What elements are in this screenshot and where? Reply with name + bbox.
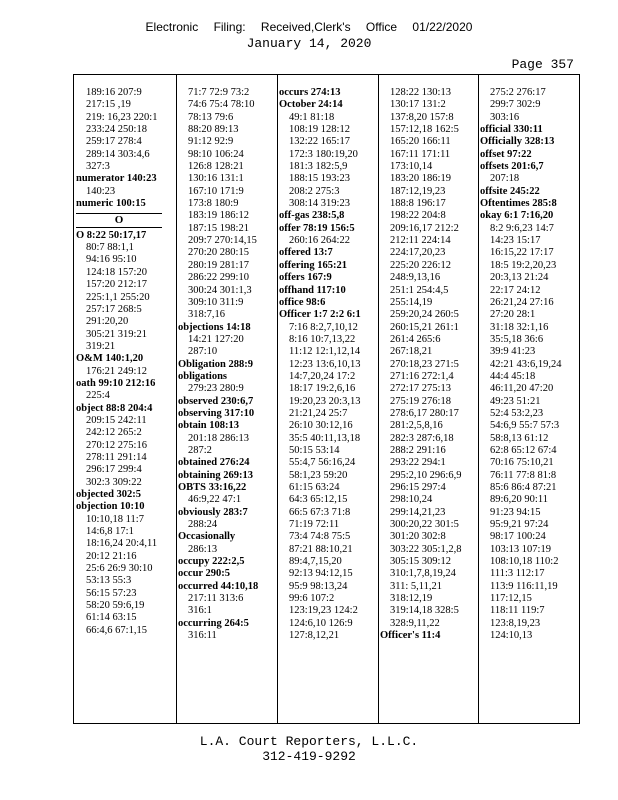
index-headword: numerator 140:23 — [76, 173, 157, 185]
index-headword: O&M 140:1,20 — [76, 353, 144, 365]
index-reference: 130:17 131:2 — [390, 99, 446, 111]
index-reference: 10:10,18 11:7 — [86, 513, 144, 525]
index-reference: 140:23 — [86, 185, 116, 197]
index-reference: 248:9,13,16 — [390, 272, 441, 284]
index-reference: 103:13 107:19 — [490, 543, 551, 555]
index-reference: 46:9,22 47:1 — [188, 494, 242, 506]
index-reference: 300:24 301:1,3 — [188, 284, 252, 296]
index-headword: offsite 245:22 — [480, 185, 540, 197]
index-reference: 128:22 130:13 — [390, 87, 451, 98]
index-reference: 49:1 81:18 — [289, 111, 335, 123]
index-headword: O 8:22 50:17,17 — [76, 229, 147, 241]
index-reference: 111:3 112:17 — [490, 568, 545, 580]
index-reference: 113:9 116:11,19 — [490, 580, 558, 592]
index-reference: 124:6,10 126:9 — [289, 617, 353, 629]
section-letter: O — [76, 213, 162, 227]
index-reference: 42:21 43:6,19,24 — [490, 358, 562, 370]
reporter-phone: 312-419-9292 — [262, 749, 356, 764]
index-reference: 74:6 75:4 78:10 — [188, 99, 255, 111]
index-headword: obviously 283:7 — [178, 506, 248, 518]
index-reference: 108:19 128:12 — [289, 124, 350, 136]
index-headword: occurring 264:5 — [178, 617, 249, 629]
index-reference: 288:2 291:16 — [390, 444, 446, 456]
index-headword: obtained 276:24 — [178, 457, 250, 469]
index-reference: 275:2 276:17 — [490, 87, 546, 98]
index-reference: 287:2 — [188, 444, 212, 456]
index-column-2 — [178, 87, 264, 642]
index-reference: 173:8 180:9 — [188, 198, 239, 210]
index-reference: 302:3 309:22 — [86, 476, 142, 488]
index-headword: occurs 274:13 — [279, 87, 341, 98]
index-reference: 183:19 186:12 — [188, 210, 249, 222]
index-reference: 12:23 13:6,10,13 — [289, 358, 361, 370]
index-reference: 208:2 275:3 — [289, 185, 340, 197]
index-reference: 300:20,22 301:5 — [390, 519, 459, 531]
index-headword: offsets 201:6,7 — [480, 161, 544, 173]
index-reference: 298:10,24 — [390, 494, 433, 506]
index-headword: Oftentimes 285:8 — [480, 198, 557, 210]
index-reference: 225:20 226:12 — [390, 259, 451, 271]
filing-stamp — [0, 20, 618, 34]
index-reference: 26:21,24 27:16 — [490, 296, 554, 308]
index-reference: 89:4,7,15,20 — [289, 556, 342, 568]
index-reference: 167:11 171:11 — [390, 148, 451, 160]
index-reference: 62:8 65:12 67:4 — [490, 444, 557, 456]
index-reference: 172:3 180:19,20 — [289, 148, 358, 160]
index-reference: 126:8 128:21 — [188, 161, 244, 173]
index-reference: 318:7,16 — [188, 309, 226, 321]
index-reference: 137:8,20 157:8 — [390, 111, 454, 123]
index-reference: 270:20 280:15 — [188, 247, 249, 259]
index-reference: 14:6,8 17:1 — [86, 526, 134, 538]
index-reference: 187:15 198:21 — [188, 222, 249, 234]
index-column-3 — [279, 87, 365, 642]
index-reference: 189:16 207:9 — [86, 87, 142, 98]
index-reference: 76:11 77:8 81:8 — [490, 469, 557, 481]
index-reference: 255:14,19 — [390, 296, 433, 308]
index-reference: 91:23 94:15 — [490, 506, 541, 518]
index-headword: Officer 1:7 2:2 6:1 — [279, 309, 361, 321]
index-reference: 319:21 — [86, 340, 116, 352]
index-reference: 61:15 63:24 — [289, 482, 340, 493]
index-reference: 310:1,7,8,19,24 — [390, 568, 456, 580]
index-reference: 124:10,13 — [490, 630, 533, 642]
index-frame — [73, 74, 580, 724]
index-reference: 55:4,7 56:16,24 — [289, 457, 356, 469]
index-reference: 18:16,24 20:4,11 — [86, 538, 158, 550]
index-reference: 54:6,9 55:7 57:3 — [490, 420, 560, 432]
index-reference: 167:10 171:9 — [188, 185, 244, 197]
stamp-received: Received,Clerk's — [260, 20, 351, 34]
index-reference: 98:17 100:24 — [490, 531, 546, 543]
index-reference: 301:20 302:8 — [390, 531, 446, 543]
index-reference: 11:12 12:1,12,14 — [289, 346, 361, 358]
index-reference: 319:14,18 328:5 — [390, 605, 459, 617]
index-reference: 281:2,5,8,16 — [390, 420, 443, 432]
index-reference: 21:21,24 25:7 — [289, 407, 348, 419]
index-headword: official 330:11 — [480, 124, 543, 136]
index-reference: 71:19 72:11 — [289, 519, 340, 531]
index-reference: 289:14 303:4,6 — [86, 148, 150, 160]
index-reference: 53:13 55:3 — [86, 575, 132, 587]
index-reference: 271:16 272:1,4 — [390, 370, 454, 382]
index-reference: 94:16 95:10 — [86, 254, 137, 266]
index-headword: offers 167:9 — [279, 272, 332, 284]
index-reference: 27:20 28:1 — [490, 309, 536, 321]
index-headword: object 88:8 204:4 — [76, 402, 153, 414]
index-headword: OBTS 33:16,22 — [178, 482, 247, 493]
column-divider — [176, 75, 177, 723]
index-headword: numeric 100:15 — [76, 198, 146, 210]
index-reference: 209:15 242:11 — [86, 414, 147, 426]
stamp-date: 01/22/2020 — [412, 20, 473, 34]
index-reference: 157:12,18 162:5 — [390, 124, 459, 136]
index-reference: 35:5 40:11,13,18 — [289, 432, 361, 444]
index-reference: 286:22 299:10 — [188, 272, 249, 284]
index-reference: 261:4 265:6 — [390, 333, 441, 345]
index-headword: Officer's 11:4 — [380, 630, 441, 642]
stamp-filing: Filing: — [213, 20, 246, 34]
index-reference: 305:21 319:21 — [86, 328, 147, 340]
index-reference: 50:15 53:14 — [289, 444, 340, 456]
index-headword: offhand 117:10 — [279, 284, 346, 296]
index-column-5 — [480, 87, 566, 642]
index-reference: 89:6,20 90:11 — [490, 494, 548, 506]
index-reference: 328:9,11,22 — [390, 617, 440, 629]
index-reference: 173:10,14 — [390, 161, 433, 173]
index-reference: 303:16 — [490, 111, 520, 123]
index-reference: 288:24 — [188, 519, 218, 531]
index-reference: 14:21 127:20 — [188, 333, 244, 345]
index-reference: 316:1 — [188, 605, 212, 617]
index-reference: 95:9 98:13,24 — [289, 580, 348, 592]
index-headword: obligations — [178, 370, 228, 382]
index-reference: 270:12 275:16 — [86, 439, 147, 451]
index-reference: 132:22 165:17 — [289, 136, 350, 148]
index-reference: 73:4 74:8 75:5 — [289, 531, 351, 543]
index-reference: 118:11 119:7 — [490, 605, 545, 617]
index-reference: 209:16,17 212:2 — [390, 222, 459, 234]
index-headword: objections 14:18 — [178, 321, 251, 333]
index-reference: 188:15 193:23 — [289, 173, 350, 185]
stamp-electronic: Electronic — [145, 20, 199, 34]
index-reference: 311: 5,11,21 — [390, 580, 443, 592]
column-divider — [277, 75, 278, 723]
index-reference: 95:9,21 97:24 — [490, 519, 549, 531]
index-reference: 8:16 10:7,13,22 — [289, 333, 356, 345]
index-reference: 64:3 65:12,15 — [289, 494, 348, 506]
reporter-footer — [0, 734, 618, 764]
index-reference: 58:1,23 59:20 — [289, 469, 348, 481]
index-reference: 44:4 45:18 — [490, 370, 536, 382]
index-reference: 176:21 249:12 — [86, 365, 147, 377]
index-headword: occur 290:5 — [178, 568, 231, 580]
index-reference: 70:16 75:10,21 — [490, 457, 554, 469]
index-reference: 56:15 57:23 — [86, 587, 137, 599]
index-headword: okay 6:1 7:16,20 — [480, 210, 554, 222]
index-reference: 49:23 51:21 — [490, 395, 541, 407]
index-reference: 198:22 204:8 — [390, 210, 446, 222]
index-reference: 291:20,20 — [86, 316, 129, 328]
column-divider — [378, 75, 379, 723]
index-reference: 52:4 53:2,23 — [490, 407, 544, 419]
index-headword: objection 10:10 — [76, 501, 145, 513]
index-reference: 260:16 264:22 — [289, 235, 350, 247]
index-reference: 259:17 278:4 — [86, 136, 142, 148]
index-headword: office 98:6 — [279, 296, 326, 308]
index-reference: 270:18,23 271:5 — [390, 358, 459, 370]
index-reference: 217:11 313:6 — [188, 593, 244, 605]
index-reference: 157:20 212:17 — [86, 279, 147, 291]
index-reference: 26:10 30:12,16 — [289, 420, 353, 432]
index-reference: 71:7 72:9 73:2 — [188, 87, 250, 98]
index-reference: 296:17 299:4 — [86, 464, 142, 476]
index-reference: 39:9 41:23 — [490, 346, 536, 358]
index-reference: 316:11 — [188, 630, 217, 642]
index-headword: offer 78:19 156:5 — [279, 222, 355, 234]
index-reference: 233:24 250:18 — [86, 124, 147, 136]
index-reference: 58:8,13 61:12 — [490, 432, 549, 444]
index-reference: 8:2 9:6,23 14:7 — [490, 222, 554, 234]
index-reference: 85:6 86:4 87:21 — [490, 482, 557, 493]
index-reference: 22:17 24:12 — [490, 284, 541, 296]
index-headword: offering 165:21 — [279, 259, 347, 271]
index-reference: 217:15 ,19 — [86, 99, 131, 111]
column-divider — [478, 75, 479, 723]
index-headword: obtaining 269:13 — [178, 469, 253, 481]
index-reference: 66:5 67:3 71:8 — [289, 506, 351, 518]
index-reference: 295:2,10 296:6,9 — [390, 469, 462, 481]
index-reference: 19:20,23 20:3,13 — [289, 395, 361, 407]
index-headword: observing 317:10 — [178, 407, 255, 419]
index-reference: 124:18 157:20 — [86, 266, 147, 278]
index-reference: 123:19,23 124:2 — [289, 605, 358, 617]
index-reference: 299:7 302:9 — [490, 99, 541, 111]
index-reference: 25:6 26:9 30:10 — [86, 563, 153, 575]
index-reference: 267:18,21 — [390, 346, 433, 358]
hearing-date: January 14, 2020 — [246, 36, 372, 51]
index-reference: 224:17,20,23 — [390, 247, 446, 259]
index-reference: 130:16 131:1 — [188, 173, 244, 185]
index-reference: 278:11 291:14 — [86, 451, 147, 463]
index-headword: Officially 328:13 — [480, 136, 555, 148]
index-reference: 14:7,20,24 17:2 — [289, 370, 356, 382]
index-reference: 20:3,13 21:24 — [490, 272, 549, 284]
index-reference: 259:20,24 260:5 — [390, 309, 459, 321]
index-reference: 31:18 32:1,16 — [490, 321, 549, 333]
index-reference: 260:15,21 261:1 — [390, 321, 459, 333]
index-reference: 16:15,22 17:17 — [490, 247, 554, 259]
index-reference: 225:4 — [86, 390, 110, 402]
index-reference: 309:10 311:9 — [188, 296, 244, 308]
index-reference: 318:12,19 — [390, 593, 433, 605]
page-number: Page 357 — [511, 57, 574, 72]
index-reference: 275:19 276:18 — [390, 395, 451, 407]
index-reference: 225:1,1 255:20 — [86, 291, 150, 303]
index-reference: 287:10 — [188, 346, 218, 358]
index-reference: 127:8,12,21 — [289, 630, 340, 642]
index-reference: 61:14 63:15 — [86, 612, 137, 624]
index-reference: 188:8 196:17 — [390, 198, 446, 210]
index-column-1 — [76, 87, 162, 637]
index-reference: 181:3 182:5,9 — [289, 161, 348, 173]
index-reference: 212:11 224:14 — [390, 235, 451, 247]
index-column-4 — [380, 87, 466, 642]
index-reference: 123:8,19,23 — [490, 617, 541, 629]
index-reference: 209:7 270:14,15 — [188, 235, 257, 247]
index-reference: 91:12 92:9 — [188, 136, 234, 148]
index-reference: 327:3 — [86, 161, 110, 173]
index-reference: 35:5,18 36:6 — [490, 333, 544, 345]
index-reference: 87:21 88:10,21 — [289, 543, 353, 555]
index-headword: observed 230:6,7 — [178, 395, 254, 407]
index-headword: occupy 222:2,5 — [178, 556, 245, 568]
index-reference: 80:7 88:1,1 — [86, 242, 134, 254]
index-reference: 88:20 89:13 — [188, 124, 239, 136]
index-headword: offset 97:22 — [480, 148, 532, 160]
index-reference: 279:23 280:9 — [188, 383, 244, 395]
index-headword: objected 302:5 — [76, 489, 142, 500]
index-reference: 98:10 106:24 — [188, 148, 244, 160]
index-reference: 280:19 281:17 — [188, 259, 249, 271]
index-reference: 92:13 94:12,15 — [289, 568, 353, 580]
reporter-name: L.A. Court Reporters, L.L.C. — [199, 734, 419, 749]
index-reference: 201:18 286:13 — [188, 432, 249, 444]
index-reference: 308:14 319:23 — [289, 198, 350, 210]
index-reference: 296:15 297:4 — [390, 482, 446, 493]
index-reference: 108:10,18 110:2 — [490, 556, 559, 568]
index-reference: 242:12 265:2 — [86, 427, 142, 439]
index-reference: 183:20 186:19 — [390, 173, 451, 185]
index-reference: 303:22 305:1,2,8 — [390, 543, 462, 555]
index-reference: 272:17 275:13 — [390, 383, 451, 395]
index-headword: occurred 44:10,18 — [178, 580, 259, 592]
index-reference: 305:15 309:12 — [390, 556, 451, 568]
index-reference: 293:22 294:1 — [390, 457, 446, 469]
index-reference: 278:6,17 280:17 — [390, 407, 459, 419]
stamp-office: Office — [365, 20, 398, 34]
index-reference: 299:14,21,23 — [390, 506, 446, 518]
index-headword: off-gas 238:5,8 — [279, 210, 345, 222]
index-reference: 99:6 107:2 — [289, 593, 335, 605]
index-reference: 117:12,15 — [490, 593, 532, 605]
index-reference: 207:18 — [490, 173, 520, 185]
index-reference: 165:20 166:11 — [390, 136, 451, 148]
index-reference: 251:1 254:4,5 — [390, 284, 449, 296]
index-reference: 187:12,19,23 — [390, 185, 446, 197]
index-reference: 18:5 19:2,20,23 — [490, 259, 557, 271]
index-headword: Occasionally — [178, 531, 236, 543]
index-reference: 78:13 79:6 — [188, 111, 234, 123]
index-reference: 14:23 15:17 — [490, 235, 541, 247]
index-reference: 18:17 19:2,6,16 — [289, 383, 356, 395]
index-reference: 286:13 — [188, 543, 218, 555]
index-reference: 219: 16,23 220:1 — [86, 111, 158, 123]
index-headword: obtain 108:13 — [178, 420, 239, 432]
index-reference: 282:3 287:6,18 — [390, 432, 454, 444]
index-reference: 58:20 59:6,19 — [86, 600, 145, 612]
index-reference: 66:4,6 67:1,15 — [86, 624, 147, 636]
index-reference: 46:11,20 47:20 — [490, 383, 554, 395]
index-reference: 7:16 8:2,7,10,12 — [289, 321, 358, 333]
index-headword: October 24:14 — [279, 99, 343, 111]
index-headword: offered 13:7 — [279, 247, 333, 259]
index-headword: Obligation 288:9 — [178, 358, 253, 370]
index-headword: oath 99:10 212:16 — [76, 377, 156, 389]
index-reference: 20:12 21:16 — [86, 550, 137, 562]
index-reference: 257:17 268:5 — [86, 303, 142, 315]
